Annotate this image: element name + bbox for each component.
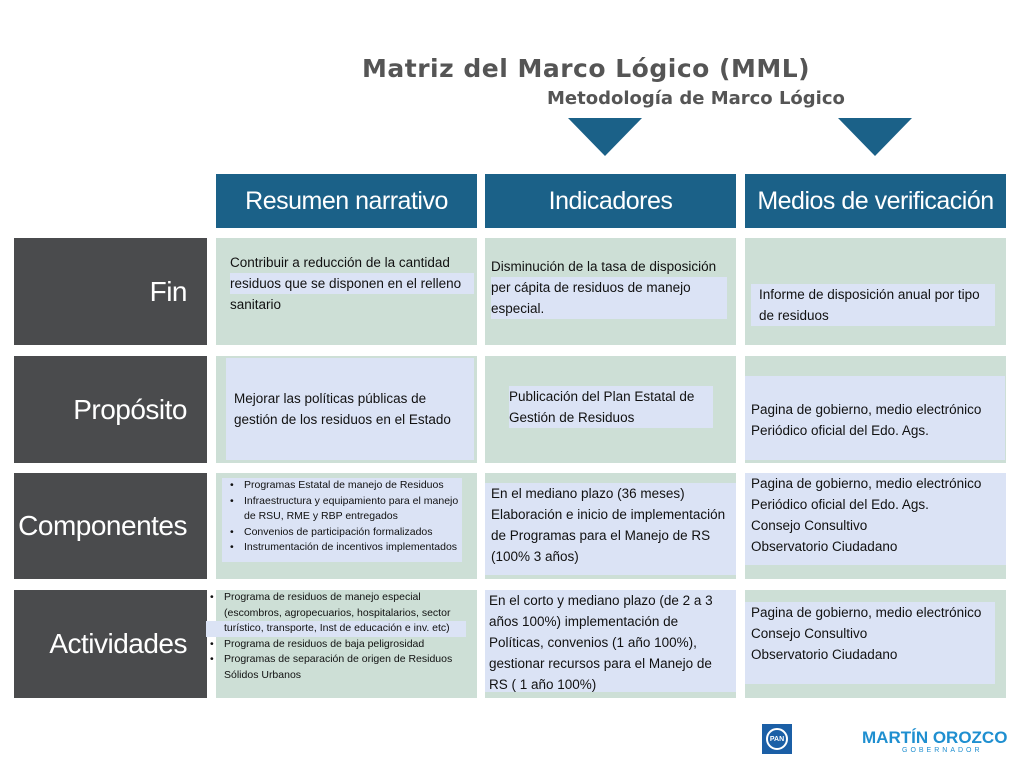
text-line: Pagina de gobierno, medio electrónico bbox=[751, 476, 982, 491]
cell-text bbox=[501, 386, 713, 428]
cell-componentes-indicadores bbox=[485, 473, 736, 579]
column-header-indicadores: Indicadores bbox=[485, 174, 736, 228]
text-line: Gestión de Residuos bbox=[509, 407, 713, 428]
text-line: Observatorio Ciudadano bbox=[751, 647, 898, 662]
text-line: residuos que se disponen en el relleno bbox=[230, 273, 474, 294]
cell-text bbox=[745, 473, 1006, 565]
pan-logo bbox=[762, 724, 792, 754]
text-line: gestionar recursos para el Manejo de bbox=[489, 656, 712, 671]
cell-text bbox=[485, 483, 736, 575]
cell-componentes-resumen bbox=[216, 473, 477, 579]
row-label-proposito: Propósito bbox=[14, 356, 207, 463]
text-line: Pagina de gobierno, medio electrónico bbox=[751, 402, 982, 417]
cell-actividades-resumen bbox=[216, 590, 477, 698]
brand-subtitle: GOBERNADOR bbox=[902, 747, 983, 754]
cell-text bbox=[226, 358, 474, 460]
column-header-resumen: Resumen narrativo bbox=[216, 174, 477, 228]
list-item: • Convenios de participación formalizados bbox=[226, 525, 462, 541]
list-item: • Instrumentación de incentivos implementados bbox=[226, 540, 462, 556]
list-item: • Programa de residuos de manejo especial (escombros, agropecuarios, hospitalarios, sector turístico, transporte, Inst de educación e inv. etc) bbox=[206, 590, 466, 637]
bullet-list bbox=[226, 478, 462, 556]
text-line: años 100%) implementación de bbox=[489, 614, 679, 629]
cell-text bbox=[751, 284, 995, 326]
list-item: • Infraestructura y equipamiento para el manejo de RSU, RME y RBP entregados bbox=[226, 494, 462, 525]
text-line: sanitario bbox=[230, 297, 282, 312]
cell-fin-medios bbox=[745, 238, 1006, 345]
text-line: Políticas, convenios (1 año 100%), bbox=[489, 635, 697, 650]
column-header-medios: Medios de verificación bbox=[745, 174, 1006, 228]
text-line: Observatorio Ciudadano bbox=[751, 539, 898, 554]
cell-text bbox=[222, 252, 474, 315]
cell-proposito-medios bbox=[745, 356, 1006, 463]
text-line: per cápita de residuos de manejo bbox=[491, 277, 727, 298]
text-line: gestión de los residuos en el Estado bbox=[234, 412, 451, 427]
text-line: RS ( 1 año 100%) bbox=[489, 677, 597, 692]
cell-actividades-indicadores bbox=[485, 590, 736, 698]
text-line: Periódico oficial del Edo. Ags. bbox=[751, 497, 929, 512]
cell-proposito-resumen bbox=[216, 356, 477, 463]
row-label-fin: Fin bbox=[14, 238, 207, 345]
page-subtitle: Metodología de Marco Lógico bbox=[547, 88, 845, 109]
text-line: Mejorar las políticas públicas de bbox=[234, 391, 427, 406]
text-line: Consejo Consultivo bbox=[751, 626, 868, 641]
down-arrow-icon bbox=[838, 118, 912, 156]
cell-text bbox=[485, 590, 736, 692]
cell-fin-resumen bbox=[216, 238, 477, 345]
cell-proposito-indicadores bbox=[485, 356, 736, 463]
text-line: (100% 3 años) bbox=[491, 549, 579, 564]
down-arrow-icon bbox=[568, 118, 642, 156]
list-item: • Programa de residuos de baja peligrosidad bbox=[206, 637, 466, 653]
text-line: especial. bbox=[491, 298, 727, 319]
text-line: Publicación del Plan Estatal de bbox=[509, 386, 713, 407]
text-line: Consejo Consultivo bbox=[751, 518, 868, 533]
cell-fin-indicadores bbox=[485, 238, 736, 345]
cell-text bbox=[222, 478, 462, 562]
cell-text bbox=[745, 376, 1005, 460]
page-title: Matriz del Marco Lógico (MML) bbox=[362, 54, 811, 83]
list-item: • Programas Estatal de manejo de Residuos bbox=[226, 478, 462, 494]
text-line: Periódico oficial del Edo. Ags. bbox=[751, 423, 929, 438]
text-line: Contribuir a reducción de la cantidad bbox=[230, 255, 450, 270]
cell-text bbox=[487, 256, 727, 319]
brand-name: MARTÍN OROZCO bbox=[862, 728, 1008, 747]
text-line: En el mediano plazo (36 meses) bbox=[491, 486, 685, 501]
pan-logo-text: PAN bbox=[766, 728, 788, 750]
text-line: Informe de disposición anual por tipo bbox=[759, 287, 980, 302]
bullet-list bbox=[206, 590, 466, 683]
row-label-actividades: Actividades bbox=[14, 590, 207, 698]
text-line: Elaboración e inicio de implementación bbox=[491, 507, 726, 522]
text-line: Disminución de la tasa de disposición bbox=[491, 259, 717, 274]
cell-actividades-medios bbox=[745, 590, 1006, 698]
text-line: de residuos bbox=[759, 308, 829, 323]
list-item: • Programas de separación de origen de Residuos Sólidos Urbanos bbox=[206, 652, 466, 683]
cell-text bbox=[206, 590, 466, 683]
text-line: En el corto y mediano plazo (de 2 a 3 bbox=[489, 593, 713, 608]
row-label-componentes: Componentes bbox=[14, 473, 207, 579]
text-line: Pagina de gobierno, medio electrónico bbox=[751, 605, 982, 620]
cell-componentes-medios bbox=[745, 473, 1006, 579]
cell-text bbox=[745, 602, 995, 684]
text-line: de Programas para el Manejo de RS bbox=[491, 528, 711, 543]
